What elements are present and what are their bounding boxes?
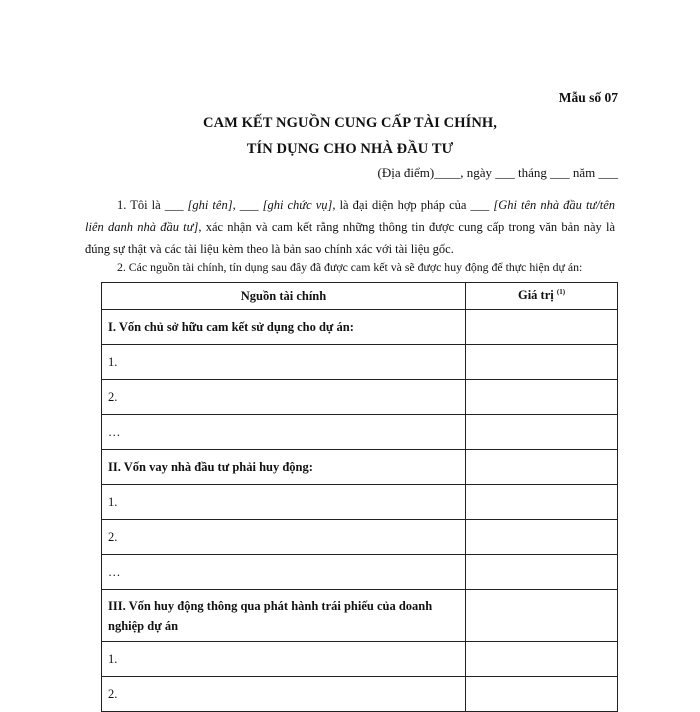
value-cell (466, 450, 618, 485)
source-cell: 1. (102, 485, 466, 520)
document-title-line1: CAM KẾT NGUỒN CUNG CẤP TÀI CHÍNH, (203, 115, 497, 131)
table-row (102, 555, 618, 590)
value-cell (466, 380, 618, 415)
declaration-text: , ___ (232, 198, 263, 212)
declaration-paragraph (85, 194, 615, 260)
value-cell (466, 677, 618, 712)
value-cell (466, 415, 618, 450)
source-cell: 1. (102, 345, 466, 380)
declaration-text: 1. Tôi là ___ (117, 198, 188, 212)
value-cell (466, 520, 618, 555)
source-cell: 2. (102, 520, 466, 555)
document-title-line2: TÍN DỤNG CHO NHÀ ĐẦU TƯ (246, 141, 454, 157)
table-row (102, 520, 618, 555)
value-cell (466, 590, 618, 642)
investor-placeholder: [Ghi tên nhà đầu tư/tên liên danh nhà đầu tư] (85, 198, 615, 234)
source-cell: … (102, 415, 466, 450)
sources-intro-paragraph: 2. Các nguồn tài chính, tín dụng sau đây đã được cam kết và sẽ được huy động để thực hiện dự án: (117, 260, 583, 274)
column-header-value-label: Giá trị (517, 288, 554, 303)
declaration-text: , là đại diện hợp pháp của ___ (332, 198, 494, 212)
source-cell: II. Vốn vay nhà đầu tư phải huy động: (102, 450, 466, 485)
table-row (102, 345, 618, 380)
value-cell (466, 310, 618, 345)
source-cell: 2. (102, 380, 466, 415)
footnote-marker: (1) (556, 288, 566, 297)
source-cell: III. Vốn huy động thông qua phát hành trái phiếu của doanh nghiệp dự án (102, 590, 466, 642)
source-cell: … (102, 555, 466, 590)
table-row (102, 590, 618, 642)
source-cell: I. Vốn chủ sở hữu cam kết sử dụng cho dự án: (102, 310, 466, 345)
value-cell (466, 642, 618, 677)
name-placeholder: [ghi tên] (187, 198, 233, 212)
table-row (102, 677, 618, 712)
table-row (102, 450, 618, 485)
value-cell (466, 555, 618, 590)
source-cell: 2. (102, 677, 466, 712)
table-row (102, 415, 618, 450)
financial-sources-table (101, 282, 618, 712)
table-header-row (102, 283, 618, 310)
column-header-value (466, 283, 618, 310)
table-row (102, 642, 618, 677)
declaration-text: , xác nhận và cam kết rằng những thông tin được cung cấp trong văn bản này là đúng sự thật và các tài liệu kèm theo là bản sao chính xác với tài liệu gốc. (85, 220, 615, 256)
form-number: Mẫu số 07 (558, 90, 618, 105)
column-header-source: Nguồn tài chính (102, 283, 466, 310)
value-cell (466, 345, 618, 380)
position-placeholder: [ghi chức vụ] (262, 198, 333, 212)
place-date-line: (Địa điểm)____, ngày ___ tháng ___ năm ___ (377, 165, 618, 180)
table-row (102, 310, 618, 345)
table-row (102, 485, 618, 520)
value-cell (466, 485, 618, 520)
source-cell: 1. (102, 642, 466, 677)
table-row (102, 380, 618, 415)
